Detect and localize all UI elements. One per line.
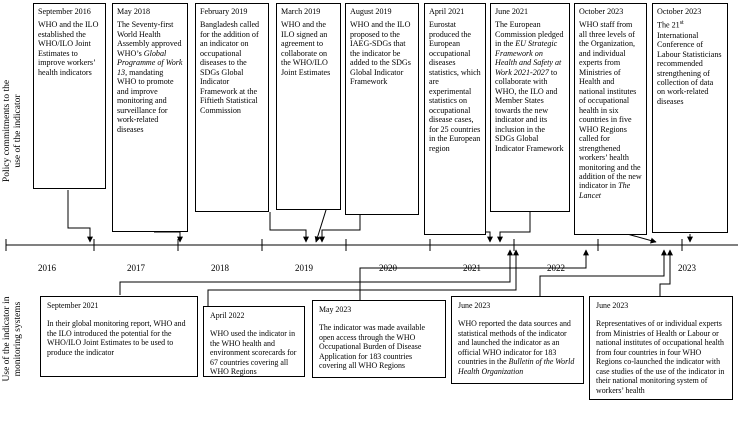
bottom-side-label <box>2 249 28 429</box>
year-label-2016: 2016 <box>38 263 56 273</box>
event-date: April 2022 <box>210 311 245 320</box>
event-date: October 2023 <box>657 7 702 16</box>
top-event-7 <box>490 3 570 212</box>
bottom-connectors <box>120 250 670 306</box>
top-event-1 <box>33 3 106 189</box>
event-date: June 2023 <box>458 301 491 310</box>
event-text: WHO staff from all three levels of the Organization, and individual experts from Ministries of Health and national institutes of occupational health in six countries in five WHO Regions called for strengthened workers’ health monitoring and the addition of the new indicator in The Lancet <box>579 20 642 200</box>
top-side-label-line2: use of the indicator <box>12 94 23 168</box>
event-text: The European Commission pledged in the EU Strategic Framework on Health and Safety at Work 2021-2027 to collaborate with WHO, the ILO and Member States towards the new indicator and its inclusion in the SDGs Global Indicator Framework <box>495 20 564 153</box>
bottom-side-label-line2: monitoring systems <box>12 301 23 377</box>
top-event-5 <box>345 3 419 215</box>
year-label-2017: 2017 <box>127 263 145 273</box>
top-event-8 <box>574 3 647 235</box>
event-date: October 2023 <box>579 7 624 16</box>
event-date: June 2023 <box>596 301 629 310</box>
bottom-event-3 <box>312 300 446 378</box>
year-label-2021: 2021 <box>463 263 481 273</box>
bottom-event-2 <box>203 306 305 377</box>
top-side-label-line1: Policy commitments to the <box>2 79 12 183</box>
event-text: The 21st International Conference of Labour Statisticians recommended strengthening of collection of data on work-related diseases <box>657 20 722 106</box>
year-label-2022: 2022 <box>547 263 565 273</box>
event-text: WHO and the ILO proposed to the IAEG-SDGs that the indicator be added to the SDGs Global Indicator Framework <box>350 20 411 87</box>
bottom-side-label-line1: Use of the indicator in <box>2 296 12 382</box>
event-text: Representatives of or individual experts from Ministries of Health or Labour or national institutes of occupational health from four countries in four WHO Regions co-launched the indicator with case studies of the use of the indicator in their national monitoring system of workers’ health <box>596 319 725 395</box>
year-label-2019: 2019 <box>295 263 313 273</box>
event-text: The Seventy-first World Health Assembly approved WHO’s Global Programme of Work 13, mandating WHO to promote and improve monitoring and surveillance for work-related diseases <box>117 20 183 134</box>
event-text: WHO and the ILO signed an agreement to collaborate on the WHO/ILO Joint Estimates <box>281 20 331 77</box>
event-text: WHO used the indicator in the WHO health and environment scorecards for 67 countries covering all WHO Regions <box>210 329 297 377</box>
top-event-6 <box>424 3 486 235</box>
event-date: September 2016 <box>38 7 91 16</box>
year-label-2020: 2020 <box>379 263 397 273</box>
event-text: WHO and the ILO established the WHO/ILO Joint Estimates to improve workers’ health indicators <box>38 20 99 77</box>
top-event-2 <box>112 3 188 232</box>
bottom-event-1 <box>40 296 198 377</box>
bottom-event-5 <box>589 296 733 400</box>
event-text: Eurostat produced the European occupational diseases statistics, which are experimental statistics on occupational disease cases, for 25 countries in the European region <box>429 20 481 153</box>
event-text: The indicator was made available open access through the WHO Occupational Burden of Disease Application for 183 countries covering all WHO Regions <box>319 323 426 371</box>
event-date: June 2021 <box>495 7 529 16</box>
event-date: May 2018 <box>117 7 151 16</box>
top-side-label <box>2 21 28 241</box>
event-date: February 2019 <box>200 7 248 16</box>
event-date: May 2023 <box>319 305 352 314</box>
year-label-2018: 2018 <box>211 263 229 273</box>
event-date: March 2019 <box>281 7 321 16</box>
event-text: WHO reported the data sources and statistical methods of the indicator and launched the indicator as an official WHO indicator for 183 countries in the Bulletin of the World Health Organization <box>458 319 575 376</box>
event-date: September 2021 <box>47 301 99 310</box>
bottom-event-4 <box>451 296 584 384</box>
year-label-2023: 2023 <box>678 263 696 273</box>
top-event-4 <box>276 3 341 210</box>
top-event-9 <box>652 3 728 233</box>
top-event-3 <box>195 3 269 212</box>
event-date: August 2019 <box>350 7 392 16</box>
event-date: April 2021 <box>429 7 465 16</box>
event-text: In their global monitoring report, WHO and the ILO introduced the potential for the WHO/ILO Joint Estimates to be used to produce the indicator <box>47 319 186 357</box>
event-text: Bangladesh called for the addition of an indicator on occupational diseases to the SDGs Global Indicator Framework at the Fiftieth Statistical Commission <box>200 20 260 115</box>
